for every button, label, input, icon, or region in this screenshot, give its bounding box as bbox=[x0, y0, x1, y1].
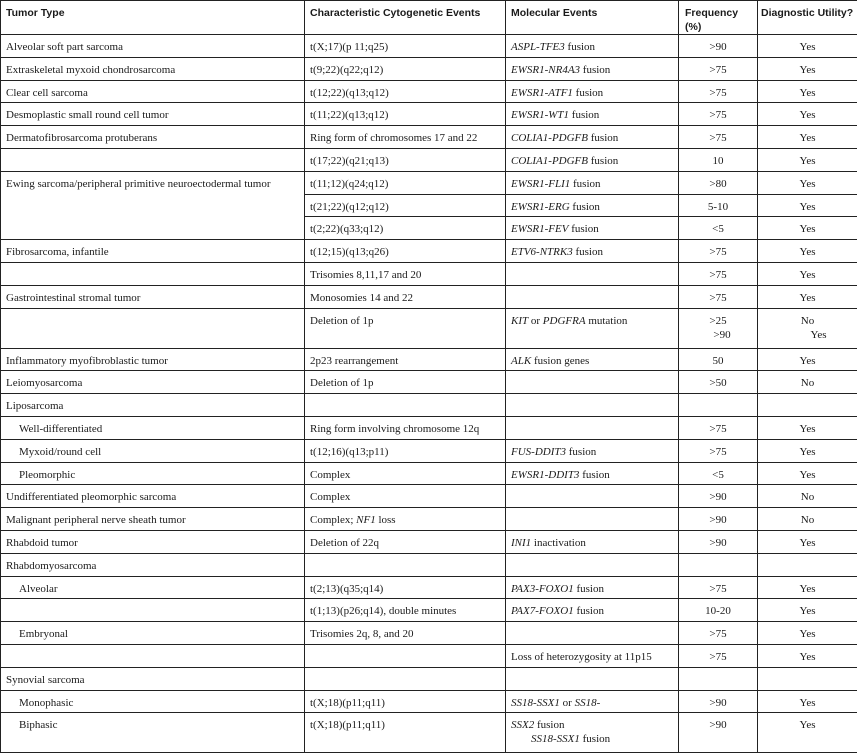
cytogenetic-cell bbox=[305, 394, 506, 417]
tumor-type-cell: Gastrointestinal stromal tumor bbox=[1, 285, 305, 308]
table-row bbox=[1, 576, 857, 599]
cytogenetic-gene: NF1 bbox=[356, 514, 376, 527]
molecular-cell bbox=[506, 240, 679, 263]
utility-cell: Yes bbox=[758, 217, 857, 240]
cytogenetic-cell: t(X;18)(p11;q11) bbox=[305, 713, 506, 753]
molecular-text: fusion genes bbox=[531, 354, 590, 367]
molecular-gene: EWSR1-ATF1 bbox=[511, 86, 573, 99]
table-row bbox=[1, 103, 857, 126]
table-row bbox=[1, 644, 857, 667]
molecular-text: fusion bbox=[564, 41, 596, 53]
utility-cell: Yes bbox=[758, 240, 857, 263]
cytogenetic-cell: Trisomies 8,11,17 and 20 bbox=[305, 262, 506, 285]
utility-cell: Yes bbox=[758, 148, 857, 171]
molecular-cell bbox=[506, 713, 679, 753]
cytogenetic-text: loss bbox=[375, 514, 396, 527]
table-row bbox=[1, 126, 857, 149]
molecular-cell bbox=[506, 262, 679, 285]
molecular-text: fusion bbox=[588, 132, 619, 145]
tumor-type-cell: Clear cell sarcoma bbox=[1, 80, 305, 103]
table-row bbox=[1, 35, 857, 58]
tumor-type-cell: Biphasic bbox=[1, 713, 305, 753]
molecular-cell bbox=[506, 394, 679, 417]
table-body bbox=[1, 35, 857, 753]
header-frequency: Frequency (%) bbox=[679, 1, 758, 35]
table-row bbox=[1, 240, 857, 263]
molecular-cell bbox=[506, 103, 679, 126]
frequency-cell: >50 bbox=[679, 371, 758, 394]
frequency-cell: >90 bbox=[679, 508, 758, 531]
molecular-gene: EWSR1-FLI1 bbox=[511, 177, 571, 190]
molecular-text: or bbox=[528, 314, 543, 327]
cytogenetic-cell: t(1;13)(p26;q14), double minutes bbox=[305, 599, 506, 622]
tumor-type-cell bbox=[1, 148, 305, 171]
header-tumor-type: Tumor Type bbox=[1, 1, 305, 35]
utility-cell: Yes bbox=[758, 622, 857, 645]
molecular-text: fusion bbox=[566, 445, 597, 458]
molecular-text: fusion bbox=[579, 733, 611, 746]
tumor-type-cell: Rhabdomyosarcoma bbox=[1, 553, 305, 576]
tumor-type-cell: Undifferentiated pleomorphic sarcoma bbox=[1, 485, 305, 508]
cytogenetic-cell: t(17;22)(q21;q13) bbox=[305, 148, 506, 171]
utility-cell: Yes bbox=[758, 690, 857, 713]
frequency-cell: >75 bbox=[679, 126, 758, 149]
tumor-type-cell: Leiomyosarcoma bbox=[1, 371, 305, 394]
cytogenetic-cell bbox=[305, 553, 506, 576]
molecular-gene: INI1 bbox=[511, 536, 532, 549]
tumor-type-cell: Liposarcoma bbox=[1, 394, 305, 417]
frequency-cell: >75 bbox=[679, 262, 758, 285]
table-row bbox=[1, 622, 857, 645]
tumor-type-cell: Inflammatory myofibroblastic tumor bbox=[1, 348, 305, 371]
utility-value-secondary: Yes bbox=[810, 328, 827, 341]
utility-cell: Yes bbox=[758, 126, 857, 149]
molecular-text: fusion bbox=[572, 86, 604, 99]
table-row bbox=[1, 553, 857, 576]
frequency-cell: >75 bbox=[679, 576, 758, 599]
cytogenetic-cell: Deletion of 1p bbox=[305, 371, 506, 394]
tumor-type-cell: Rhabdoid tumor bbox=[1, 530, 305, 553]
cytogenetic-cell: Monosomies 14 and 22 bbox=[305, 285, 506, 308]
molecular-text: Loss of heterozygosity at 11p15 bbox=[511, 650, 652, 663]
utility-cell: Yes bbox=[758, 530, 857, 553]
tumor-type-cell bbox=[1, 644, 305, 667]
tumor-type-cell: Embryonal bbox=[1, 622, 305, 645]
utility-cell bbox=[758, 667, 857, 690]
frequency-cell: >90 bbox=[679, 485, 758, 508]
molecular-cell bbox=[506, 171, 679, 194]
table-row bbox=[1, 462, 857, 485]
utility-value: No bbox=[800, 314, 815, 327]
tumor-type-cell: Pleomorphic bbox=[1, 462, 305, 485]
cytogenetic-cell bbox=[305, 644, 506, 667]
table-row bbox=[1, 80, 857, 103]
frequency-cell: >75 bbox=[679, 644, 758, 667]
molecular-gene: ETV6-NTRK3 bbox=[511, 246, 573, 259]
molecular-text: fusion bbox=[573, 582, 604, 595]
tumor-type-cell bbox=[1, 308, 305, 348]
utility-cell: Yes bbox=[758, 576, 857, 599]
utility-cell: Yes bbox=[758, 713, 857, 753]
utility-cell: Yes bbox=[758, 103, 857, 126]
utility-cell: No bbox=[758, 508, 857, 531]
molecular-cell bbox=[506, 348, 679, 371]
molecular-cell bbox=[506, 530, 679, 553]
cytogenetic-cell: t(2;13)(q35;q14) bbox=[305, 576, 506, 599]
utility-cell: Yes bbox=[758, 80, 857, 103]
molecular-text: inactivation bbox=[531, 536, 586, 549]
molecular-text: fusion bbox=[573, 605, 604, 618]
table-row bbox=[1, 348, 857, 371]
table-row bbox=[1, 394, 857, 417]
frequency-cell: >90 bbox=[679, 690, 758, 713]
frequency-cell: >75 bbox=[679, 622, 758, 645]
cytogenetic-cell: Ring form of chromosomes 17 and 22 bbox=[305, 126, 506, 149]
utility-cell: Yes bbox=[758, 416, 857, 439]
header-diagnostic-utility: Diagnostic Utility? bbox=[758, 1, 857, 35]
molecular-text: fusion bbox=[588, 154, 619, 167]
molecular-gene: ALK bbox=[511, 354, 532, 367]
tumor-type-cell bbox=[1, 262, 305, 285]
cytogenetic-cell: t(X;18)(p11;q11) bbox=[305, 690, 506, 713]
cytogenetic-cell: Ring form involving chromosome 12q bbox=[305, 416, 506, 439]
molecular-text: fusion bbox=[572, 246, 603, 259]
frequency-cell: >90 bbox=[679, 35, 758, 58]
molecular-gene: SS18- bbox=[574, 696, 601, 709]
utility-cell: Yes bbox=[758, 171, 857, 194]
molecular-text: fusion bbox=[569, 109, 600, 122]
molecular-cell bbox=[506, 644, 679, 667]
utility-cell: Yes bbox=[758, 439, 857, 462]
table-row bbox=[1, 690, 857, 713]
molecular-gene: EWSR1-WT1 bbox=[511, 109, 570, 122]
cytogenetic-cell: t(9;22)(q22;q12) bbox=[305, 57, 506, 80]
frequency-cell: >75 bbox=[679, 57, 758, 80]
frequency-cell bbox=[679, 394, 758, 417]
utility-cell: Yes bbox=[758, 285, 857, 308]
cytogenetic-cell: t(11;12)(q24;q12) bbox=[305, 171, 506, 194]
table-row bbox=[1, 416, 857, 439]
utility-cell: Yes bbox=[758, 348, 857, 371]
table-row bbox=[1, 713, 857, 753]
utility-cell: Yes bbox=[758, 599, 857, 622]
tumor-type-cell: Monophasic bbox=[1, 690, 305, 713]
table-row bbox=[1, 171, 857, 194]
frequency-cell: <5 bbox=[679, 462, 758, 485]
frequency-cell: 10-20 bbox=[679, 599, 758, 622]
molecular-cell bbox=[506, 148, 679, 171]
molecular-cell bbox=[506, 57, 679, 80]
molecular-cell bbox=[506, 371, 679, 394]
molecular-cell bbox=[506, 35, 679, 58]
table-row bbox=[1, 599, 857, 622]
frequency-cell: 50 bbox=[679, 348, 758, 371]
tumor-type-cell: Ewing sarcoma/peripheral primitive neuroectodermal tumor bbox=[1, 171, 305, 239]
table-row bbox=[1, 530, 857, 553]
tumor-type-cell: Alveolar bbox=[1, 576, 305, 599]
molecular-cell bbox=[506, 622, 679, 645]
utility-cell bbox=[758, 394, 857, 417]
molecular-cell bbox=[506, 285, 679, 308]
molecular-cell bbox=[506, 126, 679, 149]
table-row bbox=[1, 371, 857, 394]
tumor-type-cell: Fibrosarcoma, infantile bbox=[1, 240, 305, 263]
cytogenetic-cell: Deletion of 22q bbox=[305, 530, 506, 553]
cytogenetic-text: Complex; bbox=[310, 514, 357, 527]
frequency-cell bbox=[679, 308, 758, 348]
molecular-gene: EWSR1-ERG bbox=[511, 200, 570, 213]
molecular-cell bbox=[506, 599, 679, 622]
utility-cell: Yes bbox=[758, 194, 857, 217]
molecular-text: fusion bbox=[569, 200, 600, 213]
header-row bbox=[1, 1, 857, 35]
molecular-cell bbox=[506, 667, 679, 690]
table-row bbox=[1, 508, 857, 531]
header-molecular-events: Molecular Events bbox=[506, 1, 679, 35]
molecular-cell bbox=[506, 508, 679, 531]
tumor-type-cell: Extraskeletal myxoid chondrosarcoma bbox=[1, 57, 305, 80]
cytogenetic-cell: t(12;22)(q13;q12) bbox=[305, 80, 506, 103]
tumor-type-cell: Dermatofibrosarcoma protuberans bbox=[1, 126, 305, 149]
molecular-gene: EWSR1-FEV bbox=[511, 223, 569, 236]
table-row bbox=[1, 285, 857, 308]
molecular-gene: SS18-SSX1 bbox=[511, 696, 560, 709]
frequency-cell: >90 bbox=[679, 713, 758, 753]
cytogenetic-cell: Complex bbox=[305, 462, 506, 485]
frequency-cell: >75 bbox=[679, 416, 758, 439]
molecular-gene: SS18-SSX1 bbox=[531, 733, 580, 746]
frequency-value: >25 bbox=[709, 314, 727, 327]
molecular-gene: SSX2 bbox=[511, 719, 535, 732]
molecular-gene: PDGFRA bbox=[542, 314, 586, 327]
molecular-gene: PAX7-FOXO1 bbox=[511, 605, 574, 618]
cytogenetic-cell: 2p23 rearrangement bbox=[305, 348, 506, 371]
molecular-cell bbox=[506, 439, 679, 462]
cytogenetic-cell bbox=[305, 508, 506, 531]
molecular-gene: ASPL-TFE3 bbox=[511, 41, 565, 53]
frequency-cell: 5-10 bbox=[679, 194, 758, 217]
tumor-type-cell: Synovial sarcoma bbox=[1, 667, 305, 690]
cytogenetic-cell: t(11;22)(q13;q12) bbox=[305, 103, 506, 126]
molecular-cell bbox=[506, 485, 679, 508]
tumor-type-cell: Alveolar soft part sarcoma bbox=[1, 35, 305, 58]
molecular-gene: KIT bbox=[511, 314, 529, 327]
tumor-type-cell: Myxoid/round cell bbox=[1, 439, 305, 462]
molecular-cell bbox=[506, 80, 679, 103]
molecular-text: fusion bbox=[570, 177, 601, 190]
utility-cell: Yes bbox=[758, 57, 857, 80]
utility-cell bbox=[758, 308, 857, 348]
frequency-cell: >80 bbox=[679, 171, 758, 194]
tumor-type-cell bbox=[1, 599, 305, 622]
frequency-cell: >75 bbox=[679, 240, 758, 263]
molecular-gene: PAX3-FOXO1 bbox=[511, 582, 574, 595]
utility-cell: Yes bbox=[758, 262, 857, 285]
table-row bbox=[1, 262, 857, 285]
frequency-cell: >75 bbox=[679, 439, 758, 462]
molecular-gene: EWSR1-DDIT3 bbox=[511, 468, 580, 481]
header-cytogenetic-events: Characteristic Cytogenetic Events bbox=[305, 1, 506, 35]
molecular-gene: FUS-DDIT3 bbox=[511, 445, 566, 458]
cytogenetic-cell: t(21;22)(q12;q12) bbox=[305, 194, 506, 217]
tumor-type-cell: Desmoplastic small round cell tumor bbox=[1, 103, 305, 126]
table-row bbox=[1, 485, 857, 508]
molecular-cell bbox=[506, 553, 679, 576]
molecular-cell bbox=[506, 690, 679, 713]
table-row bbox=[1, 148, 857, 171]
cytogenetic-cell: Trisomies 2q, 8, and 20 bbox=[305, 622, 506, 645]
molecular-gene: EWSR1-NR4A3 bbox=[511, 63, 581, 76]
molecular-text: fusion bbox=[580, 63, 611, 76]
tumor-type-cell: Malignant peripheral nerve sheath tumor bbox=[1, 508, 305, 531]
table-row bbox=[1, 667, 857, 690]
molecular-cell bbox=[506, 462, 679, 485]
frequency-cell: >75 bbox=[679, 285, 758, 308]
table-row bbox=[1, 439, 857, 462]
utility-cell: Yes bbox=[758, 644, 857, 667]
frequency-cell: <5 bbox=[679, 217, 758, 240]
molecular-cell bbox=[506, 576, 679, 599]
molecular-text: fusion bbox=[568, 223, 599, 236]
cytogenetic-cell: Complex bbox=[305, 485, 506, 508]
cytogenetic-cell: Deletion of 1p bbox=[305, 308, 506, 348]
table-row bbox=[1, 308, 857, 348]
molecular-gene: COLIA1-PDGFB bbox=[511, 154, 588, 167]
frequency-cell: >75 bbox=[679, 103, 758, 126]
molecular-cell bbox=[506, 217, 679, 240]
utility-cell: Yes bbox=[758, 462, 857, 485]
utility-cell: No bbox=[758, 485, 857, 508]
utility-cell bbox=[758, 553, 857, 576]
frequency-cell: >75 bbox=[679, 80, 758, 103]
molecular-cell bbox=[506, 416, 679, 439]
molecular-text: or bbox=[559, 696, 575, 709]
molecular-cell bbox=[506, 308, 679, 348]
tumor-type-cell: Well-differentiated bbox=[1, 416, 305, 439]
cytogenetic-cell: t(X;17)(p 11;q25) bbox=[305, 35, 506, 58]
table-row bbox=[1, 57, 857, 80]
frequency-cell bbox=[679, 553, 758, 576]
frequency-cell: 10 bbox=[679, 148, 758, 171]
molecular-cell bbox=[506, 194, 679, 217]
utility-cell: Yes bbox=[758, 35, 857, 58]
cytogenetic-cell bbox=[305, 667, 506, 690]
frequency-value-secondary: >90 bbox=[713, 328, 731, 341]
cytogenetic-cell: t(12;16)(q13;p11) bbox=[305, 439, 506, 462]
molecular-gene: COLIA1-PDGFB bbox=[511, 132, 588, 145]
frequency-cell: >90 bbox=[679, 530, 758, 553]
utility-cell: No bbox=[758, 371, 857, 394]
molecular-text: fusion bbox=[579, 468, 610, 481]
cytogenetic-cell: t(12;15)(q13;q26) bbox=[305, 240, 506, 263]
molecular-text: fusion bbox=[534, 719, 565, 732]
cytogenetic-cell: t(2;22)(q33;q12) bbox=[305, 217, 506, 240]
frequency-cell bbox=[679, 667, 758, 690]
molecular-text: mutation bbox=[585, 314, 628, 327]
